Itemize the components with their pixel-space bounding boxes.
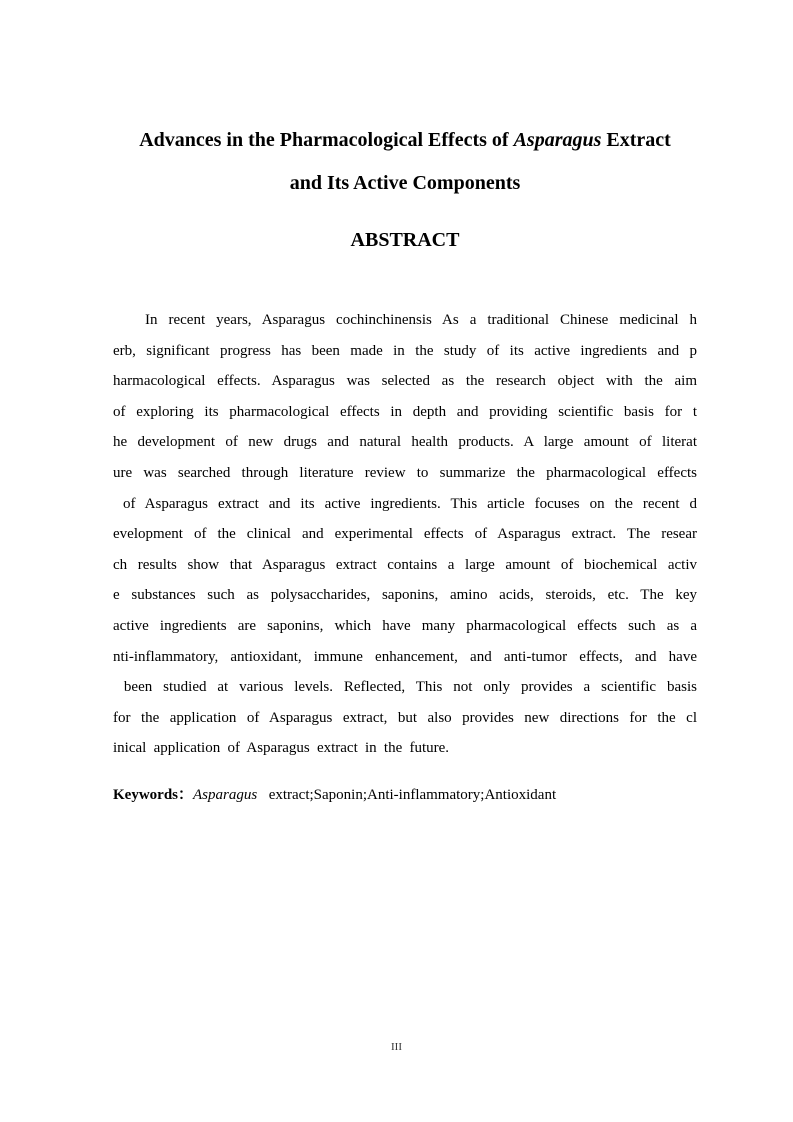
title-text-prefix: Advances in the Pharmacological Effects of xyxy=(139,129,514,151)
document-title-line-1 xyxy=(113,119,697,162)
abstract-line: In recent years, Asparagus cochinchinensis As a traditional Chinese medicinal h xyxy=(145,312,697,328)
title-text-suffix: Extract xyxy=(601,129,671,151)
abstract-line: harmacological effects. Asparagus was selected as the research object with the aim xyxy=(113,373,697,390)
abstract-line: nti-inflammatory, antioxidant, immune enhancement, and anti-tumor effects, and have xyxy=(113,648,697,665)
page-number: III xyxy=(391,1041,402,1053)
abstract-line: of exploring its pharmacological effects in depth and providing scientific basis for t xyxy=(113,403,697,420)
title-italic-term: Asparagus xyxy=(513,129,602,151)
abstract-line: evelopment of the clinical and experimental effects of Asparagus extract. The resear xyxy=(113,526,697,543)
abstract-line: active ingredients are saponins, which have many pharmacological effects such as a xyxy=(113,617,697,634)
abstract-line: been studied at various levels. Reflected, This not only provides a scientific basis xyxy=(113,679,698,696)
abstract-line: of Asparagus extract and its active ingredients. This article focuses on the recent d xyxy=(113,495,698,512)
document-title-line-2: and Its Active Components xyxy=(289,172,521,194)
abstract-body xyxy=(113,305,697,764)
keywords-label: Keywords： xyxy=(113,787,193,803)
keywords-italic-term: Asparagus xyxy=(193,787,258,803)
abstract-line: for the application of Asparagus extract, but also provides new directions for the cl xyxy=(113,709,697,726)
keywords-values: extract;Saponin;Anti-inflammatory;Antioxidant xyxy=(257,787,557,803)
document-title xyxy=(113,119,697,205)
abstract-line: ure was searched through literature review to summarize the pharmacological effects xyxy=(113,464,697,481)
abstract-line: inical application of Asparagus extract in the future. xyxy=(113,740,450,757)
abstract-line: erb, significant progress has been made in the study of its active ingredients and p xyxy=(113,342,697,359)
abstract-line: ch results show that Asparagus extract contains a large amount of biochemical activ xyxy=(113,556,697,573)
abstract-heading: ABSTRACT xyxy=(350,229,460,251)
abstract-line: e substances such as polysaccharides, saponins, amino acids, steroids, etc. The key xyxy=(113,587,697,604)
abstract-line: he development of new drugs and natural health products. A large amount of literat xyxy=(113,434,697,451)
keywords-line xyxy=(113,782,697,808)
